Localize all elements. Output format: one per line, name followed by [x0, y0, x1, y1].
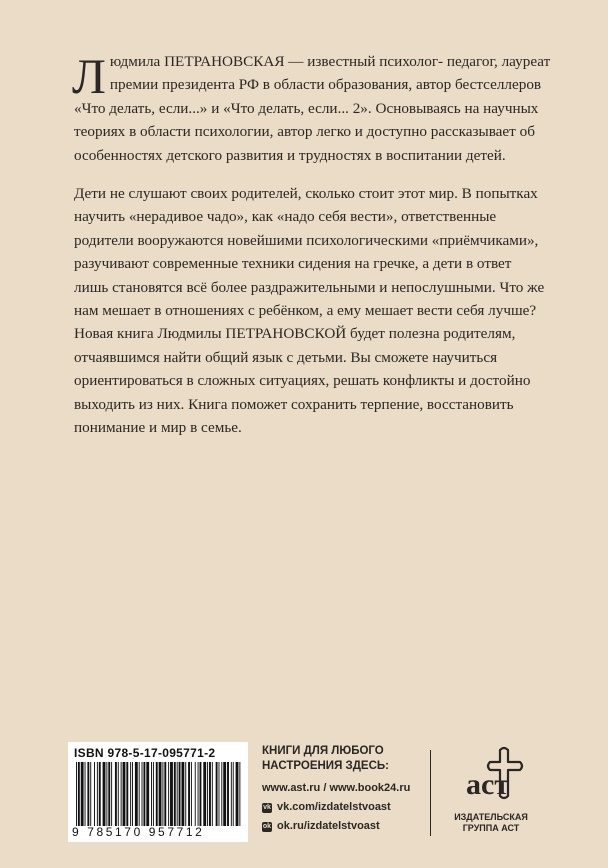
store-link-web-text: www.ast.ru / www.book24.ru: [262, 782, 411, 794]
isbn-label: ISBN 978-5-17-095771-2: [74, 746, 216, 760]
store-link-vk[interactable]: [262, 798, 432, 817]
store-link-ok-text: ok.ru/izdatelstvoast: [277, 820, 380, 832]
barcode-digits: 9 785170 957712: [72, 825, 205, 839]
store-link-ok[interactable]: [262, 817, 432, 836]
footer-divider: [430, 750, 431, 836]
publisher-logo: [442, 744, 542, 840]
barcode: [74, 762, 242, 826]
book-description: Дети не слушают своих родителей, сколько стоит этот мир. В попытках научить «нерадивое чадо», как «надо себя вести», ответственные родители вооружаются новейшими психологическими «приёмчиками», разучивают современные техники сидения на гречке, а дети в ответ лишь становятся всё более раздражительными и непослушными. Что же нам мешает в отношениях с ребёнком, а ему мешает вести себя лучше? Новая книга Людмилы ПЕТРАНОВСКОЙ будет полезна родителям, отчаявшимся найти общий язык с детьми. Вы сможете научиться ориентироваться в сложных ситуациях, решать конфликты и достойно выходить из них. Книга поможет сохранить терпение, восстановить понимание и мир в семье.: [74, 185, 545, 437]
ok-icon: ok: [262, 822, 272, 830]
publisher-name: ИЗДАТЕЛЬСКАЯ ГРУППА АСТ: [454, 812, 528, 833]
logo-mark: аст: [466, 768, 510, 801]
store-link-web[interactable]: [262, 779, 432, 798]
vk-icon: vk: [263, 803, 271, 811]
author-intro: [74, 50, 554, 167]
back-cover-footer: [68, 742, 548, 842]
stores-block: [262, 744, 432, 836]
drop-cap: Л: [72, 48, 106, 104]
stores-title: КНИГИ ДЛЯ ЛЮБОГО НАСТРОЕНИЯ ЗДЕСЬ:: [262, 745, 389, 772]
author-intro-text: юдмила ПЕТРАНОВСКАЯ — известный психолог- педагог, лауреат премии президента РФ в области образования, автор бестселлеров «Что делать, если...» и «Что делать, если... 2». Основываясь на научных теориях в области психологии, автор легко и доступно рассказывает об особенностях детского развития и трудностях в воспитании детей.: [74, 53, 551, 164]
ast-logo-icon: [442, 744, 542, 812]
isbn-barcode-block: [68, 742, 248, 842]
store-link-vk-text: vk.com/izdatelstvoast: [277, 801, 391, 813]
